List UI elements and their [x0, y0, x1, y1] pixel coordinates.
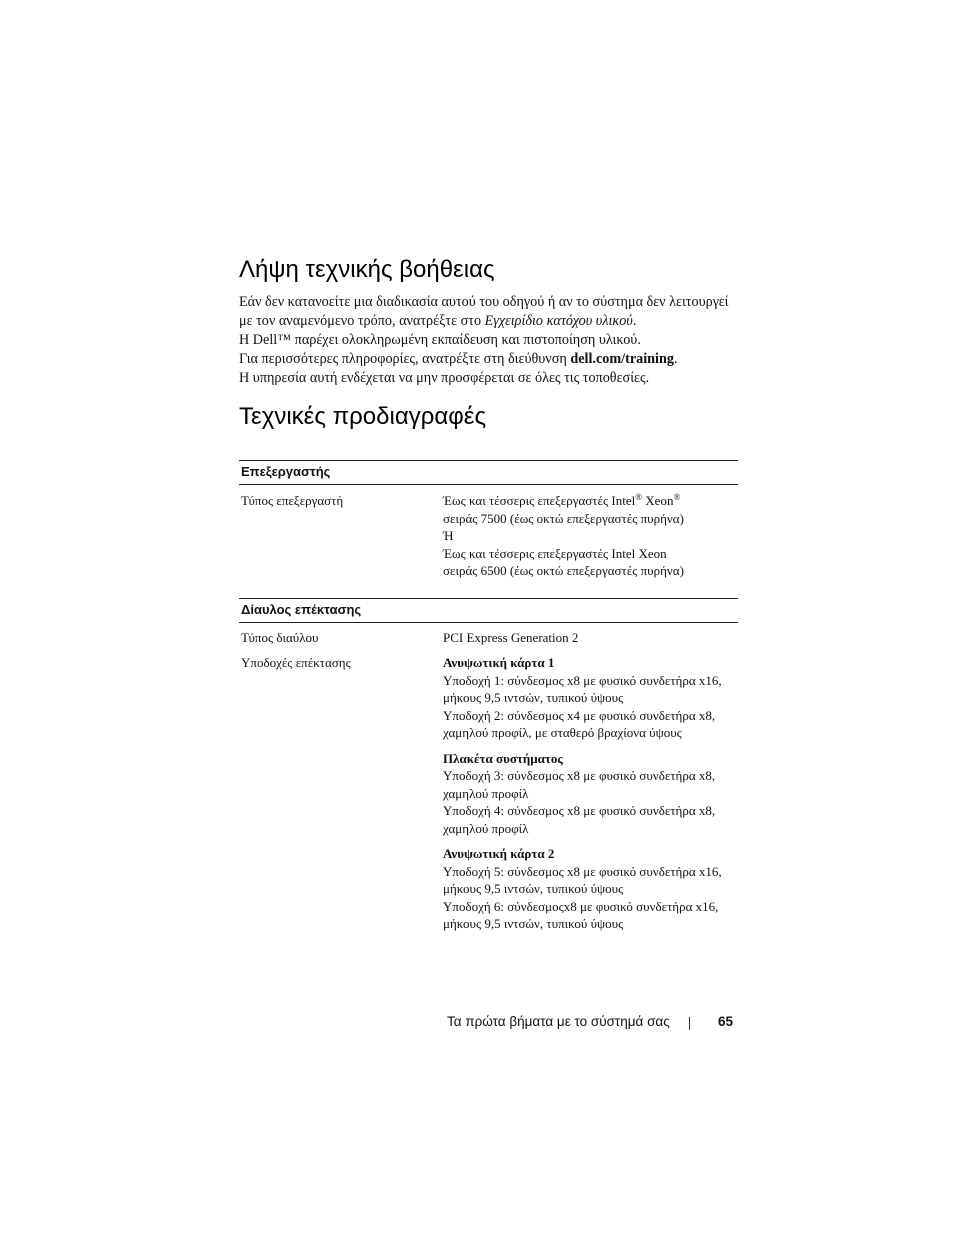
slot-group: [443, 750, 738, 838]
processor-text: Xeon: [642, 493, 674, 508]
slot-line: Υποδοχή 1: σύνδεσμος x8 με φυσικό συνδετήρα x16,: [443, 672, 722, 688]
intro-paragraph-1: [239, 293, 739, 331]
slot-line: Υποδοχή 4: σύνδεσμος x8 με φυσικό συνδετήρα x8,: [443, 803, 716, 818]
intro-text: Εάν δεν κατανοείτε μια διαδικασία αυτού του οδηγού ή αν το σύστημα δεν λειτουργεί με τον αναμενόμενο τρόπο, ανατρέξτε στο: [239, 294, 729, 329]
processor-line: σειράς 7500 (έως οκτώ επεξεργαστές πυρήνα): [443, 510, 684, 526]
table-row: [239, 654, 738, 933]
footer-divider: [689, 1017, 690, 1030]
specs-heading: Τεχνικές προδιαγραφές: [239, 403, 487, 430]
slot-group: [443, 654, 738, 742]
table-row: [239, 629, 738, 647]
intro-paragraph-4: Η υπηρεσία αυτή ενδέχεται να μην προσφέρεται σε όλες τις τοποθεσίες.: [239, 370, 650, 386]
expansion-slots-label: Υποδοχές επέκτασης: [241, 655, 351, 670]
intro-paragraph-2: Η Dell™ παρέχει ολοκληρωμένη εκπαίδευση και πιστοποίηση υλικού.: [239, 332, 641, 348]
expansion-section-header: Δίαυλος επέκτασης: [239, 598, 738, 623]
footer-title: Τα πρώτα βήματα με το σύστημά σας: [447, 1014, 670, 1029]
manual-title: Εγχειρίδιο κατόχου υλικού: [484, 313, 633, 329]
registered-mark: ®: [673, 492, 681, 502]
registered-mark: ®: [635, 492, 643, 502]
processor-text: Έως και τέσσερις επεξεργαστές Intel: [443, 493, 636, 508]
processor-type-value: [443, 492, 738, 580]
slot-line: Υποδοχή 6: σύνδεσμοςx8 με φυσικό συνδετήρα x16,: [443, 898, 719, 914]
training-url: dell.com/training: [570, 351, 674, 367]
processor-type-label: Τύπος επεξεργαστή: [241, 493, 344, 508]
slot-line: Υποδοχή 2: σύνδεσμος x4 με φυσικό συνδετήρα x8,: [443, 707, 716, 723]
page-number: 65: [718, 1014, 734, 1029]
slot-line: μήκους 9,5 ιντσών, τυπικού ύψους: [443, 690, 624, 705]
intro-text: Για περισσότερες πληροφορίες, ανατρέξτε στη διεύθυνση: [239, 351, 571, 367]
slot-line: μήκους 9,5 ιντσών, τυπικού ύψους: [443, 916, 624, 931]
slot-line: χαμηλού προφίλ: [443, 820, 529, 836]
slot-group: [443, 845, 738, 933]
processor-line: σειράς 6500 (έως οκτώ επεξεργαστές πυρήνα): [443, 563, 684, 578]
slot-line: χαμηλού προφίλ, με σταθερό βραχίονα ύψους: [443, 725, 682, 740]
slot-group-title: Ανυψωτική κάρτα 1: [443, 655, 555, 670]
slot-group-title: Ανυψωτική κάρτα 2: [443, 846, 555, 861]
help-heading: Λήψη τεχνικής βοήθειας: [239, 256, 495, 283]
help-intro: [239, 293, 739, 388]
processor-line: Ή: [443, 528, 454, 543]
slot-group-title: Πλακέτα συστήματος: [443, 750, 563, 766]
slot-line: χαμηλού προφίλ: [443, 785, 529, 801]
specs-table: [239, 460, 738, 933]
intro-paragraph-3: [239, 350, 739, 369]
intro-punct: .: [632, 313, 637, 329]
bus-type-label: Τύπος διαύλου: [241, 629, 319, 645]
processor-section-header: Επεξεργαστής: [239, 460, 738, 485]
slot-line: Υποδοχή 5: σύνδεσμος x8 με φυσικό συνδετήρα x16,: [443, 863, 722, 879]
processor-line: Έως και τέσσερις επεξεργαστές Intel Xeon: [443, 545, 667, 561]
slot-line: Υποδοχή 3: σύνδεσμος x8 με φυσικό συνδετήρα x8,: [443, 768, 716, 783]
processor-line: [443, 492, 738, 510]
expansion-slots-value: [443, 654, 738, 933]
table-row: [239, 492, 738, 580]
slot-line: μήκους 9,5 ιντσών, τυπικού ύψους: [443, 881, 624, 896]
intro-punct: .: [673, 351, 678, 367]
bus-type-value: PCI Express Generation 2: [443, 629, 579, 645]
